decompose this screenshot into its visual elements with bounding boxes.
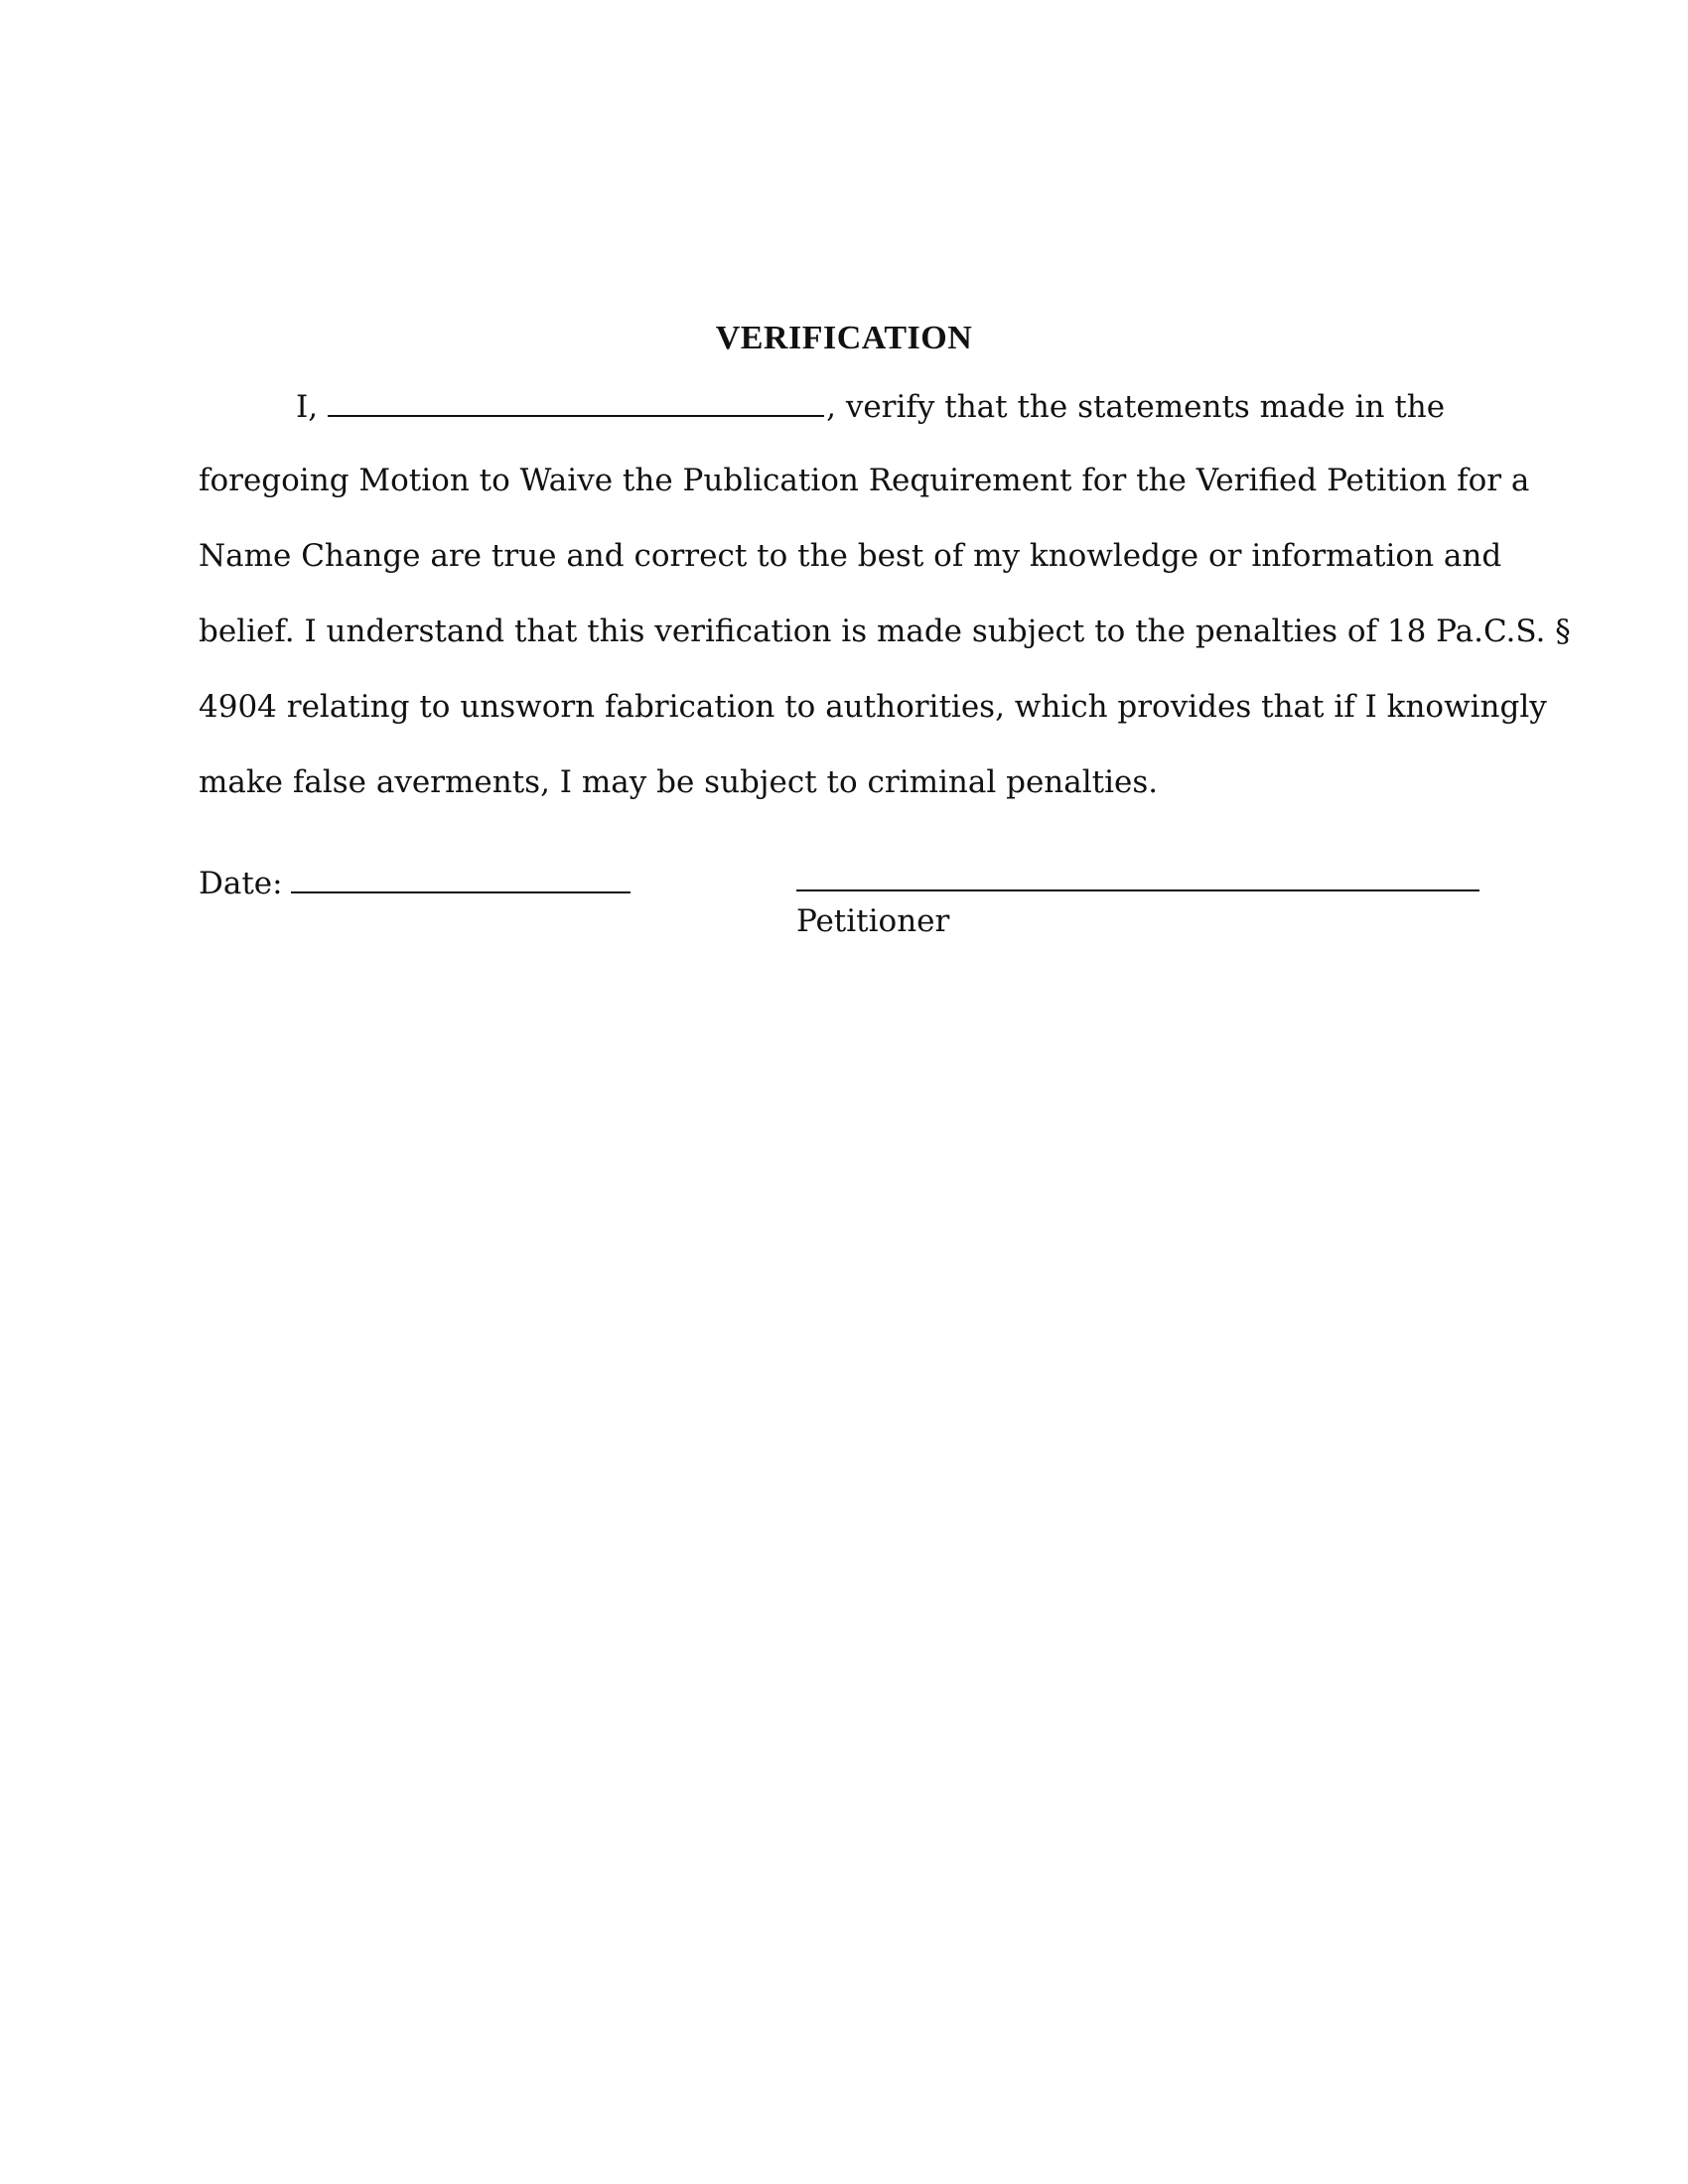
paragraph-line-5: 4904 relating to unsworn fabrication to authorities, which provides that if I knowingly: [199, 689, 1547, 725]
signature-label: Petitioner: [796, 903, 950, 939]
date-blank-field[interactable]: [291, 862, 631, 893]
paragraph-line-3: Name Change are true and correct to the best of my knowledge or information and: [199, 538, 1502, 574]
paragraph-line-6: make false averments, I may be subject to criminal penalties.: [199, 764, 1159, 800]
paragraph-line-2: foregoing Motion to Waive the Publication Requirement for the Verified Petition for a: [199, 463, 1530, 498]
paragraph-line-1-text: , verify that the statements made in the: [826, 389, 1446, 425]
date-row: [199, 862, 631, 903]
paragraph-line-4: belief. I understand that this verification is made subject to the penalties of 18 Pa.C.S. §: [199, 614, 1571, 649]
name-blank-field[interactable]: [328, 385, 824, 417]
paragraph-prefix: I,: [296, 389, 319, 425]
paragraph-line-1: [296, 385, 1445, 427]
signature-line[interactable]: [796, 889, 1479, 891]
date-label: Date:: [199, 866, 283, 901]
document-title: VERIFICATION: [715, 320, 973, 356]
